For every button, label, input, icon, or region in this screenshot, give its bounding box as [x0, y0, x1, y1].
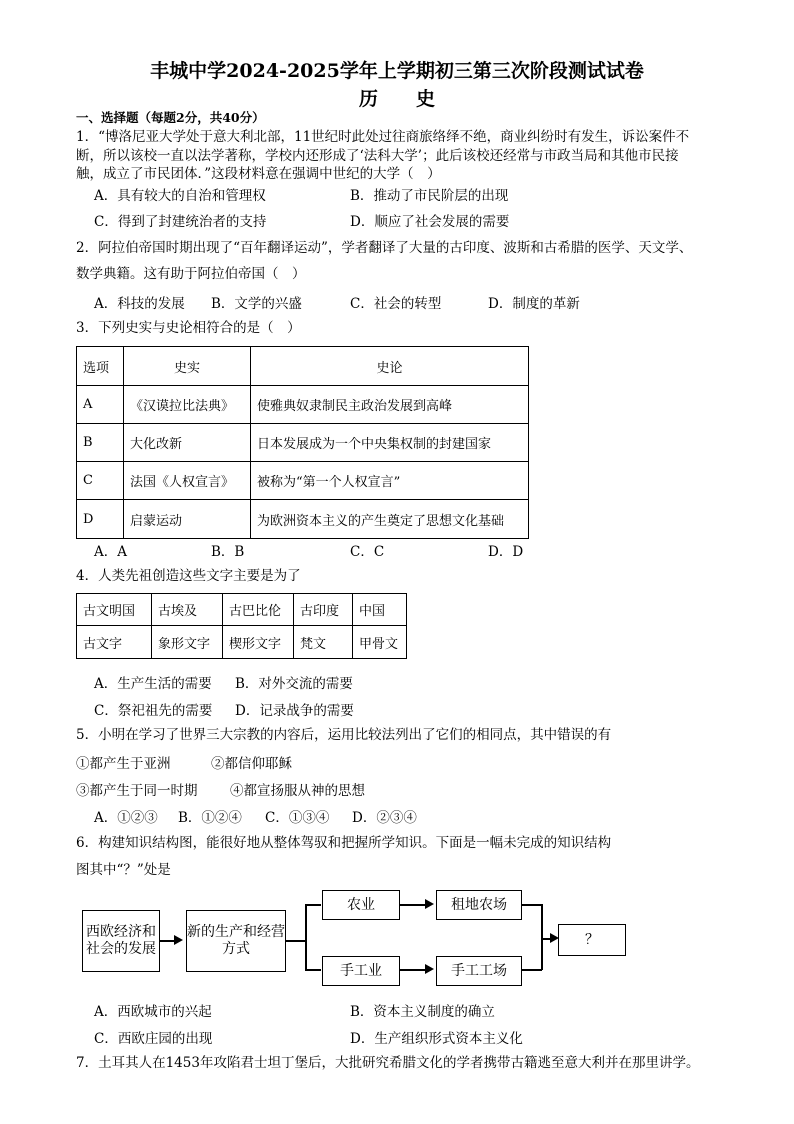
table-cell: 为欧洲资本主义的产生奠定了思想文化基础 — [251, 500, 529, 539]
arrow-head-icon — [174, 935, 183, 945]
connector-line — [400, 969, 426, 971]
q2-stem-line1: 2．阿拉伯帝国时期出现了“百年翻译运动”，学者翻译了大量的古印度、波斯和古希腊的医学、天文学、 — [76, 240, 693, 256]
q4-option-c: C．祭祀祖先的需要 — [94, 703, 213, 719]
q1-stem-line3: 触，成立了市民团体．”这段材料意在强调中世纪的大学（ ） — [76, 166, 441, 182]
q5-stem: 5．小明在学习了世界三大宗教的内容后，运用比较法列出了它们的相同点，其中错误的有 — [76, 727, 612, 743]
connector-line — [286, 940, 306, 942]
arrow-head-icon — [425, 964, 434, 974]
table-cell: 被称为“第一个人权宣言” — [251, 462, 529, 500]
knowledge-structure-diagram — [76, 884, 636, 994]
diagram-box-economy: 西欧经济和社会的发展 — [82, 910, 160, 972]
table-cell: 中国 — [353, 594, 407, 626]
q4-option-d: D．记录战争的需要 — [235, 703, 354, 719]
table-row — [77, 424, 529, 462]
table-cell: 楔形文字 — [223, 626, 294, 659]
q3-stem: 3．下列史实与史论相符合的是（ ） — [76, 320, 301, 336]
table-row — [77, 462, 529, 500]
table-cell: 古巴比伦 — [223, 594, 294, 626]
table-cell: 古文明国 — [77, 594, 152, 626]
q1-option-a: A．具有较大的自治和管理权 — [94, 188, 266, 204]
q1-option-c: C．得到了封建统治者的支持 — [94, 214, 267, 230]
connector-line — [305, 904, 307, 970]
q1-option-d: D．顺应了社会发展的需要 — [350, 214, 510, 230]
table-cell: 启蒙运动 — [124, 500, 251, 539]
table-cell: 古埃及 — [152, 594, 223, 626]
table-cell: 《汉谟拉比法典》 — [124, 386, 251, 424]
q1-option-b: B．推动了市民阶层的出现 — [350, 188, 509, 204]
q2-stem-line2: 数学典籍。这有助于阿拉伯帝国（ ） — [76, 266, 306, 282]
q4-option-a: A．生产生活的需要 — [94, 676, 212, 692]
diagram-box-workshop: 手工工场 — [436, 956, 522, 986]
table-cell: C — [77, 462, 124, 500]
table-cell: 使雅典奴隶制民主政治发展到高峰 — [251, 386, 529, 424]
connector-line — [400, 904, 426, 906]
q2-option-b: B．文学的兴盛 — [211, 296, 302, 312]
q6-stem-line2: 图其中“？”处是 — [76, 862, 171, 878]
q5-option-c: C．①③④ — [265, 810, 330, 826]
arrow-head-icon — [425, 899, 434, 909]
table-header-cell: 史论 — [251, 347, 529, 386]
q2-option-a: A．科技的发展 — [94, 296, 185, 312]
connector-line — [522, 904, 542, 906]
q3-option-d: D．D — [488, 544, 524, 560]
table-cell: 甲骨文 — [353, 626, 407, 659]
q1-stem-line1: 1．“博洛尼亚大学处于意大利北部，11世纪时此处过往商旅络绎不绝，商业纠纷时有发生，诉讼案件不 — [76, 129, 690, 145]
table-cell: 日本发展成为一个中央集权制的封建国家 — [251, 424, 529, 462]
q5-statement-4: ④都宣扬服从神的思想 — [230, 783, 365, 799]
q7-stem: 7．土耳其人在1453年攻陷君士坦丁堡后，大批研究希腊文化的学者携带古籍逃至意大利并在那里讲学。 — [76, 1055, 700, 1071]
diagram-box-unknown: ？ — [558, 924, 626, 956]
table-row — [77, 594, 407, 626]
q3-option-c: C．C — [350, 544, 385, 560]
table-row — [77, 386, 529, 424]
q6-option-a: A．西欧城市的兴起 — [94, 1004, 212, 1020]
connector-line — [522, 969, 542, 971]
q3-table — [76, 346, 529, 539]
q2-option-d: D．制度的革新 — [488, 296, 580, 312]
connector-line — [305, 969, 321, 971]
diagram-box-new-mode: 新的生产和经营方式 — [186, 910, 286, 972]
q5-option-a: A．①②③ — [94, 810, 158, 826]
q6-stem-line1: 6．构建知识结构图，能很好地从整体驾驭和把握所学知识。下面是一幅未完成的知识结构 — [76, 835, 612, 851]
q4-stem: 4．人类先祖创造这些文字主要是为了 — [76, 568, 301, 584]
table-header-cell: 史实 — [124, 347, 251, 386]
table-cell: 法国《人权宣言》 — [124, 462, 251, 500]
table-cell: 象形文字 — [152, 626, 223, 659]
subject-title: 历 史 — [358, 88, 435, 110]
table-cell: B — [77, 424, 124, 462]
q2-option-c: C．社会的转型 — [350, 296, 442, 312]
table-cell: 梵文 — [294, 626, 353, 659]
diagram-box-leased-farm: 租地农场 — [436, 890, 522, 920]
diagram-box-handicraft: 手工业 — [322, 956, 400, 986]
table-row — [77, 626, 407, 659]
table-cell: 古文字 — [77, 626, 152, 659]
section-heading: 一、选择题（每题2分，共40分） — [76, 110, 265, 125]
q6-option-b: B．资本主义制度的确立 — [350, 1004, 495, 1020]
q6-option-d: D．生产组织形式资本主义化 — [350, 1031, 523, 1047]
q5-option-b: B．①②④ — [178, 810, 242, 826]
table-cell: A — [77, 386, 124, 424]
table-cell: D — [77, 500, 124, 539]
q5-statement-3: ③都产生于同一时期 — [76, 783, 198, 799]
q6-option-c: C．西欧庄园的出现 — [94, 1031, 213, 1047]
table-cell: 古印度 — [294, 594, 353, 626]
q5-statement-2: ②都信仰耶稣 — [211, 756, 292, 772]
q5-statement-1: ①都产生于亚洲 — [76, 756, 171, 772]
connector-line — [541, 904, 543, 970]
table-header-cell: 选项 — [77, 347, 124, 386]
q4-option-b: B．对外交流的需要 — [235, 676, 353, 692]
q4-table — [76, 593, 407, 659]
q3-option-a: A．A — [94, 544, 127, 560]
connector-line — [305, 904, 321, 906]
table-cell: 大化改新 — [124, 424, 251, 462]
q1-stem-line2: 断，所以该校一直以法学著称，学校内还形成了‘法科大学’；此后该校还经常与市政当局和其他市民接 — [76, 148, 679, 164]
exam-title: 丰城中学2024-2025学年上学期初三第三次阶段测试试卷 — [150, 60, 644, 82]
diagram-box-agriculture: 农业 — [322, 890, 400, 920]
table-header-row — [77, 347, 529, 386]
q5-option-d: D．②③④ — [352, 810, 417, 826]
q3-option-b: B．B — [211, 544, 245, 560]
table-row — [77, 500, 529, 539]
